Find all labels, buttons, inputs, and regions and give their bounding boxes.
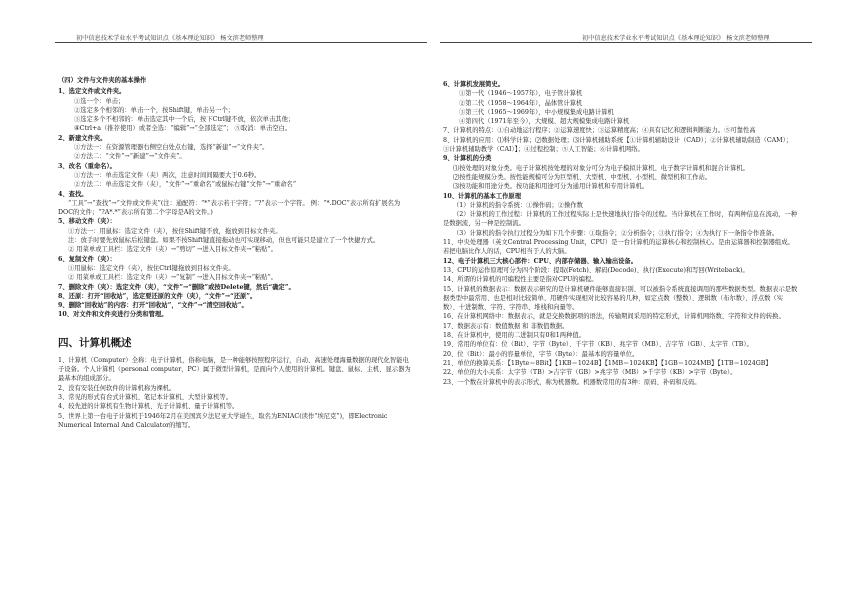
text-paragraph: 11、中央处理器（英文Central Processing Unit，CPU）是一台计算机的运算核心和控制核心。是由运算器和控制器组成。若把电脑比作人的话，CPU相当于人的大脑。 <box>443 239 794 256</box>
text-paragraph: 注：放手时要先放鼠标后松键盘。如果不按Shift键直接拖动也可实现移动，但也可能只是建立了一个快捷方式。 <box>68 237 380 245</box>
text-line: 17、数据表示有：数值数据 和 非数值数据。 <box>443 322 569 330</box>
item-heading: 1、选定文件或文件夹。 <box>58 88 126 96</box>
text-line: ③选定多个不相邻的：单击选定其中一个后，按下Ctrl键不放，依次单击其他； <box>74 116 295 124</box>
text-line: ③第三代（1965～1969年），中小规模集成电路计算机 <box>459 108 614 116</box>
text-line: ②方法二：“文件”→“新建”→“文件夹”。 <box>74 153 186 161</box>
text-paragraph: 16、在计算机网络中：数据表示，就是交换数据项的语法，传输期间采用的特定形式，计算机网络数、字符和文件的转换。 <box>443 313 785 321</box>
item-heading: 12、电子计算机三大核心部件：CPU、内部存储器、输入输出设备。 <box>443 257 638 265</box>
page-header-left: 初中信息技术学业水平考试知识点《基本理论知识》 杨文滨老师整理 <box>76 35 264 42</box>
item-heading: 10、对文件和文件夹进行分类和管理。 <box>58 311 168 319</box>
text-line: ② 用菜单或工具栏：选定文件（夹）→“剪切” →进入目标文件夹→“粘贴”。 <box>68 246 278 254</box>
text-paragraph: 8、计算机的应用：⑴科学计算；⑵数据处理；⑶计算机辅助系统【①计算机辅助设计（CAD）；②计算机辅助制造（CAM）；③计算机辅助教学（CAI）】；④过程控制；⑤人工智能；⑥计算机网络。 <box>443 136 793 154</box>
text-line: 3、常见的形式有台式计算机、笔记本计算机、大型计算机等。 <box>58 393 233 401</box>
section-title: （四）文件与文件夹的基本操作 <box>58 77 147 84</box>
text-line: 21、单位的换算关系：【1Byte＝8Bit】【1KB＝1024B】【1MB＝1024KB】【1GB＝1024MB】【1TB＝1024GB】 <box>443 359 772 367</box>
item-heading: 6、计算机发展简史。 <box>443 81 505 88</box>
text-line: 13、CPU的运作原理可分为四个阶段：提取(Fetch)、解码(Decode)、执行(Execute)和写回(Writeback)。 <box>443 266 749 274</box>
text-line: 23、一个数在计算机中的表示形式，称为机器数。机器数常用的有3种：原码、补码和反码。 <box>443 378 701 386</box>
text-line: 14、所谓的计算机的可编程性主要是指对CPU的编程。 <box>443 276 598 284</box>
item-heading: 9、计算机的分类 <box>443 155 492 163</box>
text-paragraph: 15、计算机的数据表示：数据表示研究的是计算机硬件能够直接识别、可以被指令系统直接调用的那些数据类型。数据表示是数据类型中最常用、也是相对比较简单、用硬件实现相对比较容易的几种，如定点数（整数）、逻辑数（布尔数）、浮点数（实数）、十进制数、字符、字符串、堆栈和向量等。 <box>443 285 798 312</box>
text-paragraph: 1、计算机（Computer）全称：电子计算机，俗称电脑，是一种能够按照程序运行，自动、高速处理海量数据的现代化智能电子设备。个人计算机（personal computer，PC）属于微型计算机，是面向个人使用的计算机。键盘、鼠标、主机、显示器为最基本的组成部分。 <box>58 356 411 383</box>
item-heading: 2、新建文件夹。 <box>58 134 107 142</box>
item-heading: 5、移动文件（夹）： <box>58 218 116 226</box>
text-line: 20、位（Bit）：最小的容量单位，字节（Byte）：最基本的容量单位。 <box>443 350 639 358</box>
header-rule-left <box>55 42 427 43</box>
text-line: ⑶按功能和用途分类。按功能和用途可分为通用计算机和专用计算机。 <box>453 183 649 191</box>
text-line: 19、常用的单位有：位（Bit）、字节（Byte）、千字节（KB）、兆字节（MB）、吉字节（GB）、太字节（TB）。 <box>443 341 753 349</box>
text-line: ①方法一：用鼠标：选定文件（夹），按住Shift键不放，拖放到目标文件夹。 <box>68 227 282 235</box>
header-rule-right <box>440 42 812 43</box>
text-line: 4、较先进的计算机有生物计算机、光子计算机、量子计算机等。 <box>58 403 239 411</box>
item-heading: 8、还原：打开“回收站”，选定要还原的文件（夹），“文件”→“还原”。 <box>58 292 257 300</box>
right-column <box>443 80 798 387</box>
text-line: ①用鼠标：选定文件（夹），按住Ctrl键拖放到目标文件夹。 <box>68 264 235 272</box>
text-line: 2、没有安装任何软件的计算机称为裸机。 <box>58 384 176 392</box>
chapter-title: 四、计算机概述 <box>58 336 132 349</box>
text-line: ② 用菜单或工具栏：选定文件（夹）→“复制” →进入目标文件夹→“粘贴”。 <box>68 274 278 282</box>
text-paragraph: 5、世界上第一台电子计算机于1946年2月在美国宾夕法尼亚大学诞生，取名为ENIAC(读作“埃尼克”)，即Electronic Numerical Internal And Calculator的缩写。 <box>58 412 388 429</box>
text-paragraph: （3）计算机的指令执行过程分为如下几个步骤：①取指令；②分析指令；③执行指令；④为执行下一条指令作准备。 <box>453 229 779 237</box>
text-paragraph: ⑴按处理的对象分类。电子计算机按处理的对象分可分为电子模拟计算机、电子数字计算机和混合计算机。 <box>453 164 749 172</box>
text-line: ②第二代（1958～1964年），晶体管计算机 <box>459 99 583 107</box>
item-heading: 3、改名（重命名）。 <box>58 162 116 170</box>
item-heading: 10、计算机的基本工作原理 <box>443 192 522 200</box>
text-paragraph: （2）计算机的工作过程：计算机的工作过程实际上是快速地执行指令的过程。当计算机在工作时，有两种信息在流动，一种是数据流，另一种是控制流。 <box>443 211 798 228</box>
text-line: ⑵按性能规模分类。按性能规模可分为巨型机、大型机、中型机、小型机、微型机和工作站。 <box>453 173 712 181</box>
text-line: ①第一代（1946～1957年），电子管计算机 <box>459 90 583 98</box>
text-line: 22、单位的大小关系：太字节（TB）>吉字节（GB）>兆字节（MB）>千字节（KB）>字节（Byte）。 <box>443 369 737 377</box>
text-line: 18、在计算机中，使用的二进制只有0和1两种值。 <box>443 332 585 340</box>
item-heading: 4、查找。 <box>58 190 88 198</box>
text-line: ①选一个：单击； <box>74 97 125 105</box>
text-paragraph: 7、计算机的特点：①自动地运行程序；②运算速度快；③运算精度高；④具有记忆和逻辑判断能力。⑤可靠性高 <box>443 127 756 135</box>
text-line: ①方法一：单击选定文件（夹）两次，注意时间间隔要大于0.6秒。 <box>74 171 261 179</box>
text-paragraph: “工具”→“查找”→“文件或文件夹”(注：通配符：“*”表示若干字符；“?”表示一个字符。 例：“*.DOC”表示所有扩展名为DOC的文件；“?A*.*”表示所有第二个字母是A的文件。) <box>58 199 401 217</box>
item-heading: 9、删除“回收站”的内容：打开“回收站”，“文件”→“清空回收站”。 <box>58 302 248 310</box>
left-column <box>58 76 413 430</box>
text-line: ②选定多个相邻的：单击一个，按Shift键，单击另一个； <box>74 106 235 114</box>
item-heading: 7、删除文件（夹）：选定文件（夹），“文件”→“删除”或按Delete键，然后“确定”。 <box>58 283 295 291</box>
text-line: ①方法一：在资源管理器右侧空白处点右键，选择“新建”→“文件夹”。 <box>74 144 269 152</box>
text-line: ④第四代（1971年至今），大规模、超大规模集成电路计算机 <box>459 118 630 126</box>
item-heading: 6、复制文件（夹）： <box>58 255 116 263</box>
text-line: （1）计算机的指令系统：①操作码；②操作数 <box>453 201 583 209</box>
text-line: ②方法二：单击选定文件（夹），“文件”→“重命名”或鼠标右键“文件”→“重命名” <box>74 181 297 189</box>
text-line: ④Ctrl+a（推荐使用）或者全选：“编辑”→“全部选定”； ⑤取消：单击空白。 <box>74 125 292 133</box>
page-header-right: 初中信息技术学业水平考试知识点《基本理论知识》 杨文滨老师整理 <box>582 35 770 42</box>
